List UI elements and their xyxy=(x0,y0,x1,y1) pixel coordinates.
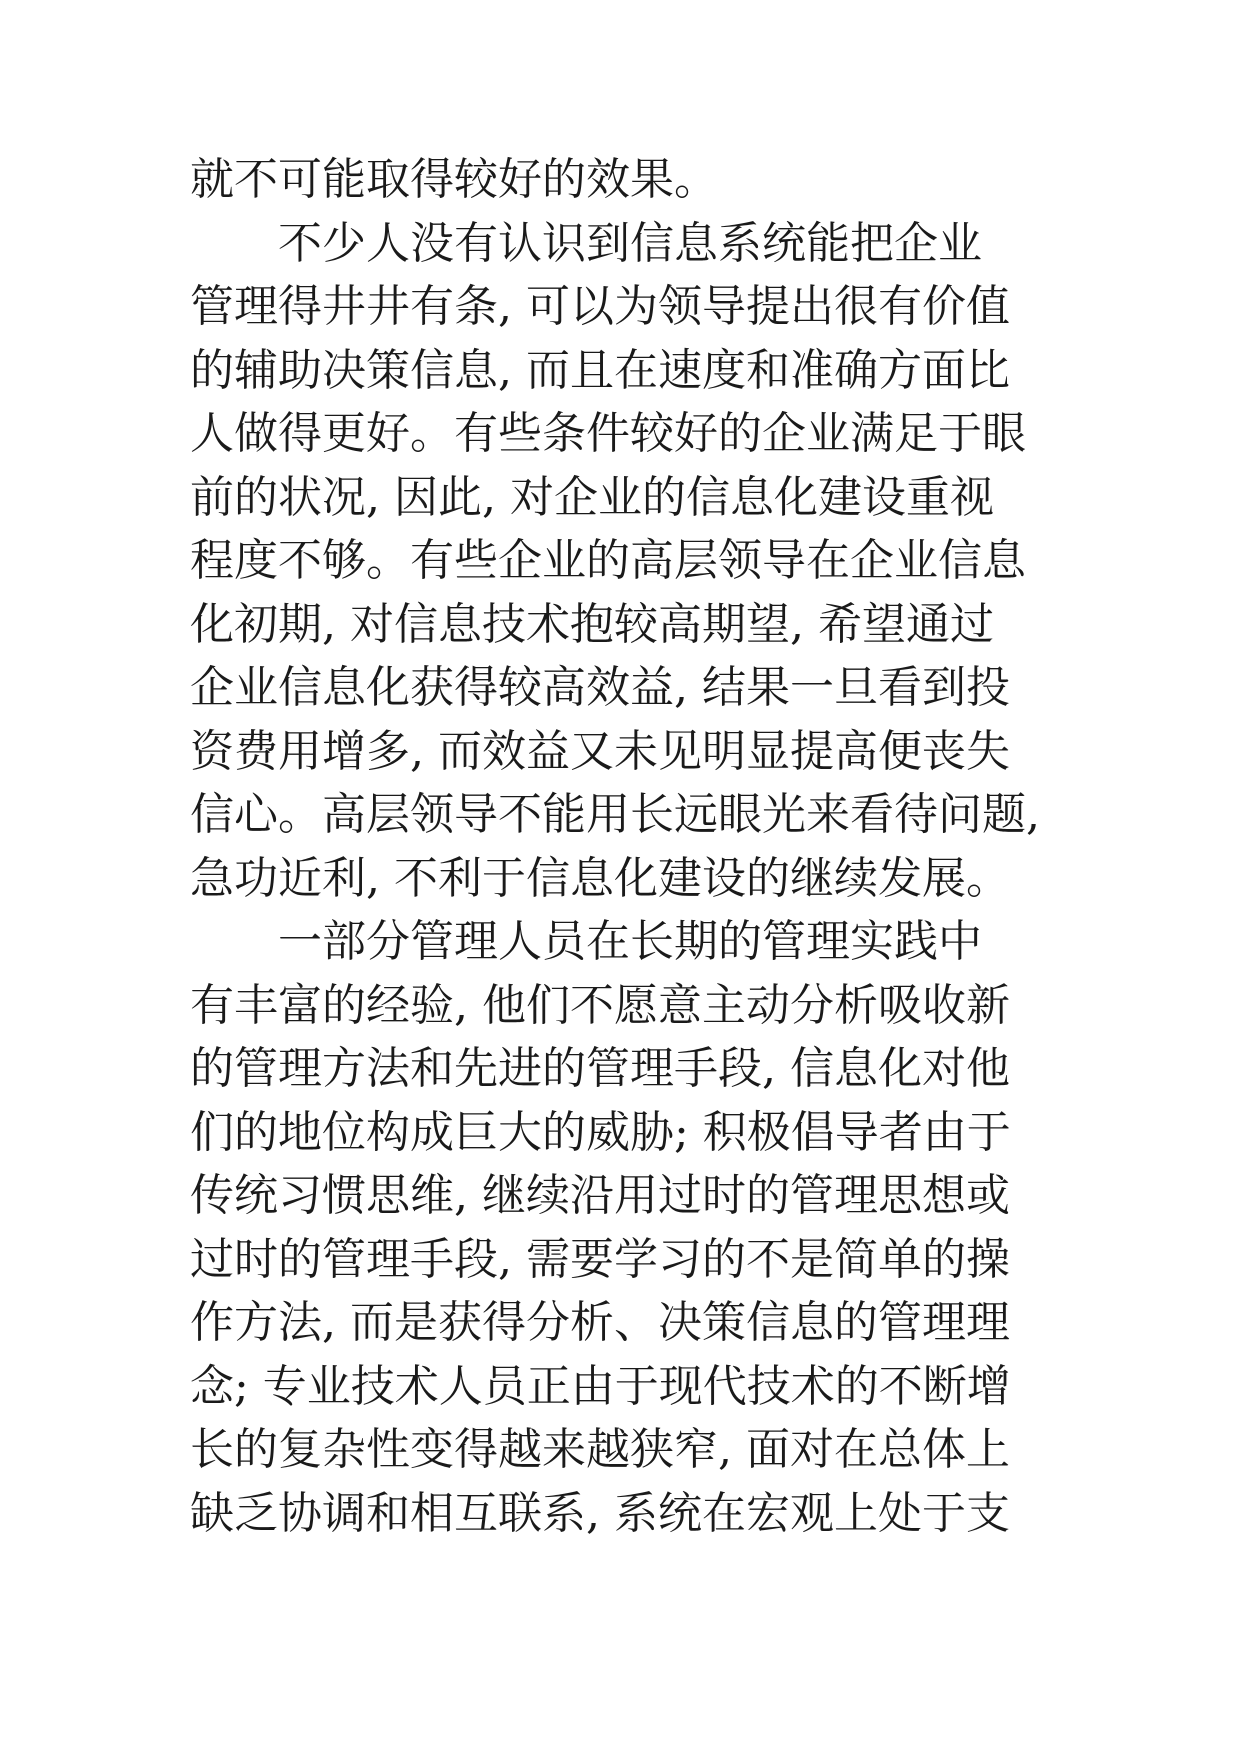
text-line: 管理得井井有条, 可以为领导提出很有价值 xyxy=(190,281,1010,332)
text-line: 就不可能取得较好的效果。 xyxy=(190,154,718,205)
text-line: 过时的管理手段, 需要学习的不是简单的操 xyxy=(190,1233,1010,1285)
text-line: 们的地位构成巨大的威胁; 积极倡导者由于 xyxy=(190,1106,1011,1158)
text-line: 缺乏协调和相互联系, 系统在宏观上处于支 xyxy=(190,1487,1010,1539)
text-line: 前的状况, 因此, 对企业的信息化建设重视 xyxy=(190,471,994,523)
text-line: 的辅助决策信息, 而且在速度和准确方面比 xyxy=(190,344,1010,396)
body-text xyxy=(190,148,1070,1545)
text-line: 信心。高层领导不能用长远眼光来看待问题, xyxy=(190,789,1040,840)
text-line: 的管理方法和先进的管理手段, 信息化对他 xyxy=(190,1043,1010,1094)
text-line: 作方法, 而是获得分析、决策信息的管理理 xyxy=(190,1297,1010,1348)
text-line: 不少人没有认识到信息系统能把企业 xyxy=(278,217,982,269)
text-line: 传统习惯思维, 继续沿用过时的管理思想或 xyxy=(190,1170,1010,1221)
text-line: 长的复杂性变得越来越狭窄, 面对在总体上 xyxy=(190,1424,1010,1475)
text-line: 化初期, 对信息技术抱较高期望, 希望通过 xyxy=(190,598,994,650)
text-line: 有丰富的经验, 他们不愿意主动分析吸收新 xyxy=(190,979,1010,1031)
text-line: 企业信息化获得较高效益, 结果一旦看到投 xyxy=(190,662,1010,713)
text-line: 念; 专业技术人员正由于现代技术的不断增 xyxy=(190,1360,1011,1412)
text-line: 程度不够。有些企业的高层领导在企业信息 xyxy=(190,535,1026,586)
text-line: 人做得更好。有些条件较好的企业满足于眼 xyxy=(190,408,1026,459)
text-line: 一部分管理人员在长期的管理实践中 xyxy=(278,916,982,967)
text-line: 急功近利, 不利于信息化建设的继续发展。 xyxy=(190,852,1010,904)
text-line: 资费用增多, 而效益又未见明显提高便丧失 xyxy=(190,725,1010,777)
